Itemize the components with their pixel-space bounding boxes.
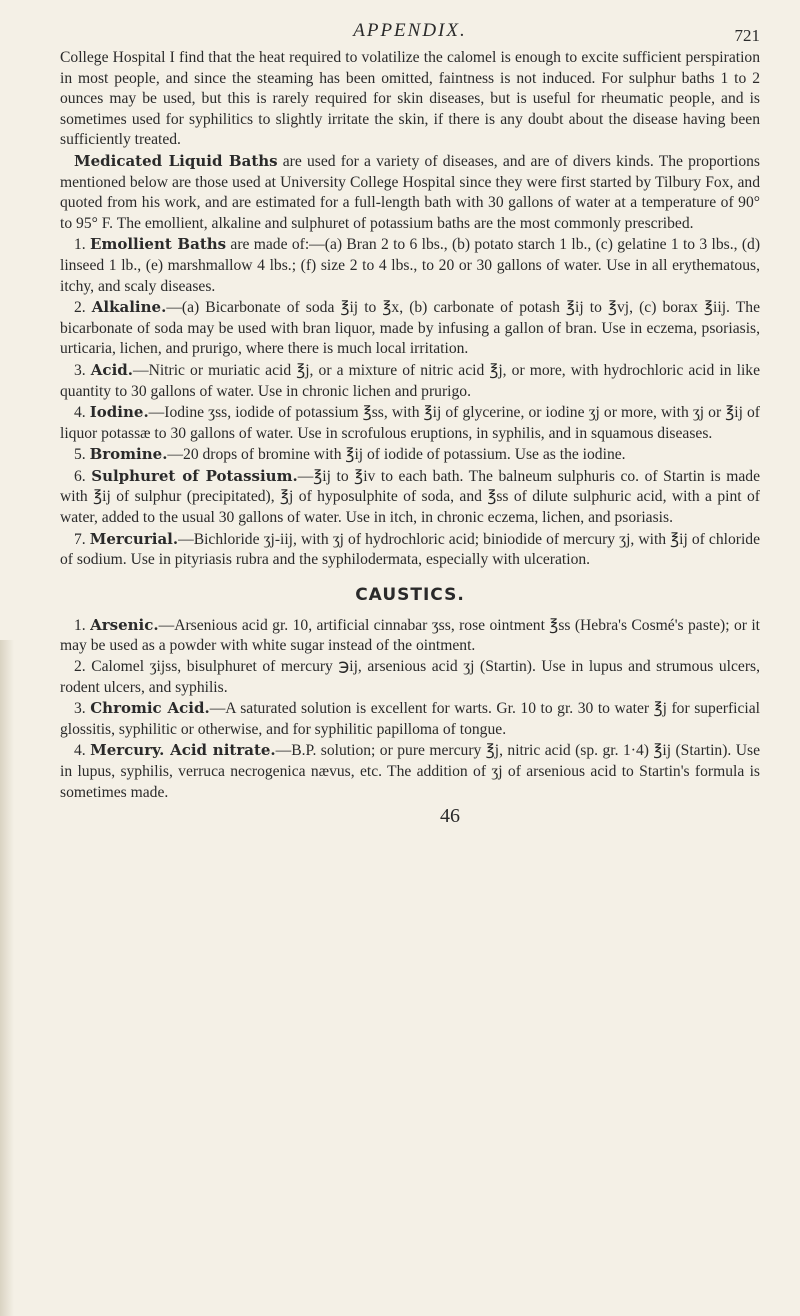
heading-bromine: Bromine. (89, 445, 168, 464)
heading-emollient: Emollient Baths (90, 235, 227, 254)
caustic-arsenic: 1. Arsenic.—Arsenious acid gr. 10, artificial cinnabar ʒss, rose ointment ℥ss (Hebra's Cosmé's paste); or it may be used as a powder with white sugar instead of the ointment. (60, 615, 760, 655)
caustic-chromic-acid: 3. Chromic Acid.—A saturated solution is excellent for warts. Gr. 10 to gr. 30 to water ℥j for superficial glossitis, syphilitic or otherwise, and for syphilitic papilloma of tongue. (60, 699, 761, 738)
page-number: 721 (734, 26, 760, 45)
heading-mercurial: Mercurial. (89, 529, 179, 548)
heading-alkaline: Alkaline. (91, 298, 167, 317)
item-sulphuret: 6. Sulphuret of Potassium.—℥ij to ℥iv to each bath. The balneum sulphuris co. of Startin is made with ℥ij of sulphur (precipitated), ℥j of hyposulphite of soda, and ℥ss of dilute sulphuric acid, with a pint of water, added to the usual 30 gallons of water. Use in itch, in chronic eczema, lichen, and psoriasis. (60, 466, 760, 527)
page-edge-shadow (0, 640, 14, 1316)
caustic-calomel: 2. Calomel ʒijss, bisulphuret of mercury ℈ij, arsenious acid ʒj (Startin). Use in lupus and strumous ulcers, rodent ulcers, and syphilis. (60, 658, 760, 696)
heading-acid: Acid. (90, 360, 133, 379)
section-heading-caustics: CAUSTICS. (355, 584, 465, 605)
item-acid: 3. Acid.—Nitric or muriatic acid ℥j, or a mixture of nitric acid ℥j, or more, with hydrochloric acid in like quantity to 30 gallons of water. Use in chronic lichen and prurigo. (60, 360, 761, 400)
signature-mark: 46 (440, 805, 460, 828)
caustic-mercury-acid-nitrate: 4. Mercury. Acid nitrate.—B.P. solution; or pure mercury ℥j, nitric acid (sp. gr. 1·4) ℥ij (Startin). Use in lupus, syphilis, verruca necrogenica nævus, etc. The addition of ʒj of arsenious acid to Startin's formula is sometimes made. (60, 741, 760, 801)
paragraph-medicated-baths: Medicated Liquid Baths are used for a variety of diseases, and are of divers kinds. The proportions mentioned below are those used at University College Hospital since they were first started by Tilbury Fox, and quoted from his work, and are estimated for a full-length bath with 30 gallons of water at a temperature of 90° to 95° F. The emollient, alkaline and sulphuret of potassium baths are the most commonly prescribed. (60, 151, 760, 232)
item-emollient: 1. Emollient Baths are made of:—(a) Bran 2 to 6 lbs., (b) potato starch 1 lb., (c) gelatine 1 to 3 lbs., (d) linseed 1 lb., (e) marshmallow 4 lbs.; (f) size 2 to 4 lbs., to 20 or 30 gallons of water. Use in all erythematous, itchy, and scaly diseases. (60, 235, 761, 295)
heading-arsenic: Arsenic. (90, 615, 159, 634)
item-alkaline: 2. Alkaline.—(a) Bicarbonate of soda ℥ij to ℥x, (b) carbonate of potash ℥ij to ℥vj, (c) borax ℥iij. The bicarbonate of soda may be used with bran liquor, made by infusing a gallon of bran. Use in eczema, psoriasis, urticaria, lichen, and prurigo, where there is much local irritation. (60, 298, 760, 358)
heading-sulphuret: Sulphuret of Potassium. (91, 466, 298, 485)
heading-iodine: Iodine. (89, 403, 149, 422)
running-title: APPENDIX. (353, 20, 467, 41)
paragraph-calomel: College Hospital I find that the heat required to volatilize the calomel is enough to excite sufficient perspiration in most people, and since the steaming has been omitted, faintness is not induced. For sulphur baths 1 to 2 ounces may be used, but this is rarely required for skin diseases, but is useful for rheumatic people, and is sometimes used for syphilitics to slightly irritate the skin, if there is any doubt about the disease having been sufficiently treated. (60, 49, 760, 149)
running-header (60, 18, 760, 48)
heading-mercury-acid-nitrate: Mercury. Acid nitrate. (90, 741, 276, 760)
page (60, 18, 760, 828)
heading-chromic-acid: Chromic Acid. (90, 699, 210, 718)
item-mercurial: 7. Mercurial.—Bichloride ʒj-iij, with ʒj of hydrochloric acid; biniodide of mercury ʒj, with ℥ij of chloride of sodium. Use in pityriasis rubra and the syphilodermata, especially with ulceration. (60, 529, 760, 569)
heading-medicated-liquid-baths: Medicated Liquid Baths (74, 151, 278, 170)
item-iodine: 4. Iodine.—Iodine ʒss, iodide of potassium ℥ss, with ℥ij of glycerine, or iodine ʒj or more, with ʒj or ℥ij of liquor potassæ to 30 gallons of water. Use in scrofulous eruptions, in syphilis, and in squamous diseases. (60, 403, 760, 442)
item-bromine: 5. Bromine.—20 drops of bromine with ℥ij of iodide of potassium. Use as the iodine. (74, 445, 626, 464)
